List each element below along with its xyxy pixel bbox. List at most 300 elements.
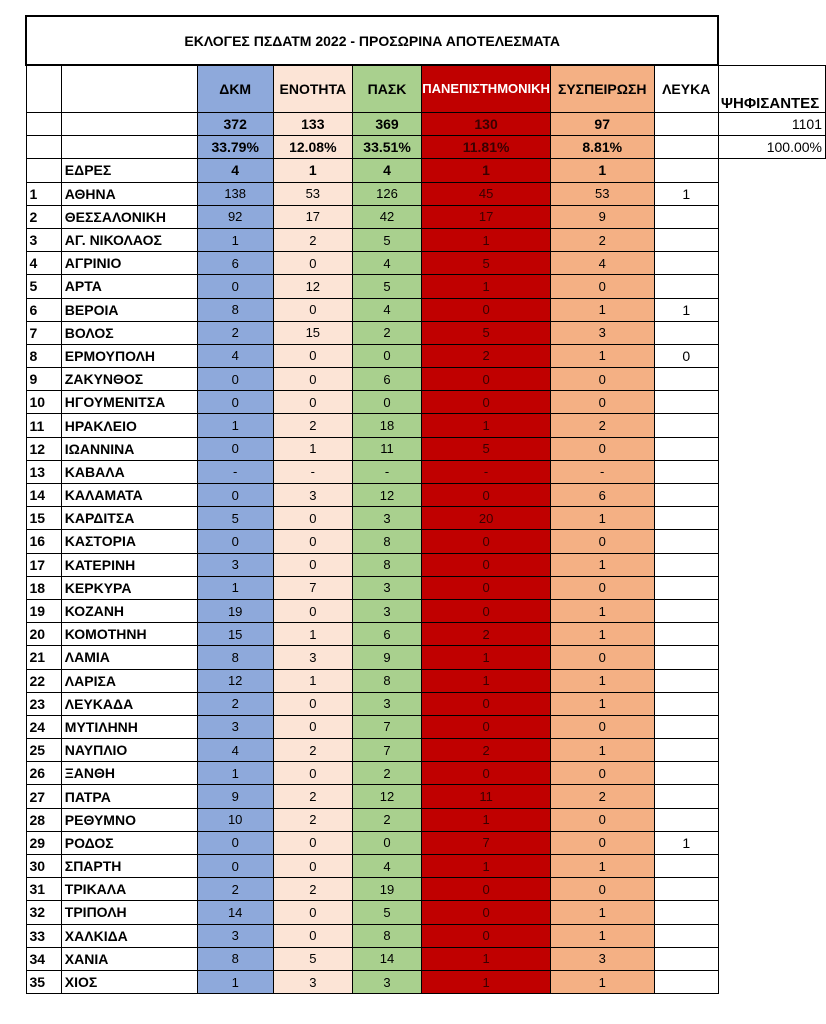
row-number: 13 [26, 460, 61, 483]
cell-dkm: 1 [197, 970, 273, 993]
city-name: ΡΟΔΟΣ [61, 831, 197, 854]
cell-dkm: - [197, 460, 273, 483]
city-name: ΗΡΑΚΛΕΙΟ [61, 414, 197, 437]
row-number: 35 [26, 970, 61, 993]
cell-pask: 19 [352, 878, 421, 901]
table-row [26, 553, 826, 576]
cell-pask: 126 [352, 182, 421, 205]
cell-syspeirosi: 1 [550, 599, 654, 622]
row-number: 24 [26, 715, 61, 738]
cell-enotita: 0 [273, 391, 352, 414]
table-row [26, 437, 826, 460]
row-number: 18 [26, 576, 61, 599]
cell-lefka: 1 [654, 831, 718, 854]
city-name: ΗΓΟΥΜΕΝΙΤΣΑ [61, 391, 197, 414]
cell-syspeirosi: 53 [550, 182, 654, 205]
cell-lefka [654, 460, 718, 483]
cell-panepist: 5 [422, 252, 551, 275]
cell-syspeirosi: 2 [550, 414, 654, 437]
cell-panepist: 2 [422, 739, 551, 762]
total-enotita: 133 [273, 113, 352, 136]
cell-enotita: 3 [273, 646, 352, 669]
cell-lefka [654, 553, 718, 576]
row-number: 25 [26, 739, 61, 762]
cell-syspeirosi: - [550, 460, 654, 483]
cell-lefka [654, 739, 718, 762]
cell-panepist: 0 [422, 530, 551, 553]
cell-pask: 3 [352, 599, 421, 622]
cell-dkm: 2 [197, 878, 273, 901]
cell-panepist: 0 [422, 715, 551, 738]
cell-enotita: 0 [273, 368, 352, 391]
cell-enotita: 1 [273, 669, 352, 692]
cell-panepist: 1 [422, 669, 551, 692]
cell-panepist: 1 [422, 228, 551, 251]
cell-dkm: 8 [197, 646, 273, 669]
cell-pask: 9 [352, 646, 421, 669]
cell-lefka [654, 692, 718, 715]
cell-panepist: 0 [422, 924, 551, 947]
city-name: ΖΑΚΥΝΘΟΣ [61, 368, 197, 391]
cell-enotita: 0 [273, 831, 352, 854]
cell-dkm: 3 [197, 715, 273, 738]
cell-enotita: 1 [273, 437, 352, 460]
city-name: ΤΡΙΠΟΛΗ [61, 901, 197, 924]
cell-enotita: 5 [273, 947, 352, 970]
cell-syspeirosi: 1 [550, 901, 654, 924]
table-row [26, 901, 826, 924]
cell-enotita: 0 [273, 924, 352, 947]
cell-lefka [654, 924, 718, 947]
cell-panepist: 20 [422, 507, 551, 530]
city-name: ΚΕΡΚΥΡΑ [61, 576, 197, 599]
city-name: ΧΑΝΙΑ [61, 947, 197, 970]
cell-panepist: 7 [422, 831, 551, 854]
cell-pask: 12 [352, 785, 421, 808]
cell-syspeirosi: 1 [550, 344, 654, 367]
row-number: 8 [26, 344, 61, 367]
cell-enotita: 12 [273, 275, 352, 298]
cell-panepist: 1 [422, 414, 551, 437]
cell-dkm: 0 [197, 855, 273, 878]
cell-lefka: 1 [654, 182, 718, 205]
cell-pask: 8 [352, 553, 421, 576]
city-name: ΚΑΣΤΟΡΙΑ [61, 530, 197, 553]
cell-pask: 5 [352, 901, 421, 924]
row-number: 30 [26, 855, 61, 878]
cell-enotita: 2 [273, 785, 352, 808]
table-row [26, 947, 826, 970]
cell-lefka: 0 [654, 344, 718, 367]
cell-dkm: 2 [197, 321, 273, 344]
city-name: ΑΓ. ΝΙΚΟΛΑΟΣ [61, 228, 197, 251]
cell-lefka [654, 808, 718, 831]
cell-syspeirosi: 0 [550, 530, 654, 553]
cell-syspeirosi: 1 [550, 692, 654, 715]
row-number: 29 [26, 831, 61, 854]
cell-dkm: 5 [197, 507, 273, 530]
table-row [26, 275, 826, 298]
cell-panepist: 0 [422, 368, 551, 391]
table-row [26, 599, 826, 622]
city-name: ΑΡΤΑ [61, 275, 197, 298]
seats-panepist: 1 [422, 159, 551, 182]
cell-enotita: 53 [273, 182, 352, 205]
cell-dkm: 2 [197, 692, 273, 715]
cell-lefka [654, 252, 718, 275]
cell-panepist: 0 [422, 553, 551, 576]
table-row [26, 970, 826, 993]
cell-dkm: 92 [197, 205, 273, 228]
row-number: 17 [26, 553, 61, 576]
row-number: 5 [26, 275, 61, 298]
cell-lefka [654, 275, 718, 298]
table-row [26, 762, 826, 785]
seats-dkm: 4 [197, 159, 273, 182]
cell-dkm: 0 [197, 437, 273, 460]
cell-lefka [654, 970, 718, 993]
total-syspeirosi: 97 [550, 113, 654, 136]
cell-panepist: 1 [422, 646, 551, 669]
cell-dkm: 14 [197, 901, 273, 924]
cell-lefka [654, 901, 718, 924]
cell-dkm: 8 [197, 947, 273, 970]
results-table [25, 15, 826, 994]
cell-lefka [654, 321, 718, 344]
cell-panepist: 0 [422, 298, 551, 321]
cell-panepist: 0 [422, 901, 551, 924]
table-row [26, 623, 826, 646]
table-row [26, 507, 826, 530]
table-row [26, 484, 826, 507]
total-dkm: 372 [197, 113, 273, 136]
cell-lefka [654, 947, 718, 970]
pct-pask: 33.51% [352, 136, 421, 159]
cell-enotita: 0 [273, 599, 352, 622]
cell-dkm: 3 [197, 553, 273, 576]
cell-syspeirosi: 0 [550, 831, 654, 854]
table-row [26, 739, 826, 762]
row-number: 16 [26, 530, 61, 553]
city-name: ΑΓΡΙΝΙΟ [61, 252, 197, 275]
cell-lefka [654, 530, 718, 553]
cell-panepist: 0 [422, 484, 551, 507]
cell-pask: 3 [352, 576, 421, 599]
cell-syspeirosi: 1 [550, 553, 654, 576]
row-number: 28 [26, 808, 61, 831]
table-row [26, 391, 826, 414]
row-number: 11 [26, 414, 61, 437]
cell-panepist: 2 [422, 623, 551, 646]
cell-lefka [654, 646, 718, 669]
table-row [26, 530, 826, 553]
city-name: ΜΥΤΙΛΗΝΗ [61, 715, 197, 738]
row-number: 32 [26, 901, 61, 924]
cell-lefka [654, 715, 718, 738]
row-number: 31 [26, 878, 61, 901]
table-row [26, 205, 826, 228]
cell-lefka [654, 437, 718, 460]
cell-syspeirosi: 0 [550, 391, 654, 414]
row-number: 3 [26, 228, 61, 251]
cell-dkm: 0 [197, 831, 273, 854]
city-name: ΒΕΡΟΙΑ [61, 298, 197, 321]
table-row [26, 298, 826, 321]
cell-enotita: 0 [273, 553, 352, 576]
pct-psifisantes: 100.00% [718, 136, 825, 159]
seats-syspeirosi: 1 [550, 159, 654, 182]
cell-syspeirosi: 0 [550, 368, 654, 391]
cell-dkm: 10 [197, 808, 273, 831]
header-panepist: ΠΑΝΕΠΙΣΤΗΜΟΝΙΚΗ [422, 65, 551, 113]
row-number: 10 [26, 391, 61, 414]
cell-syspeirosi: 0 [550, 715, 654, 738]
table-row [26, 785, 826, 808]
cell-syspeirosi: 0 [550, 437, 654, 460]
cell-enotita: 0 [273, 692, 352, 715]
cell-enotita: 2 [273, 808, 352, 831]
city-name: ΛΑΡΙΣΑ [61, 669, 197, 692]
city-name: ΡΕΘΥΜΝΟ [61, 808, 197, 831]
cell-pask: 4 [352, 298, 421, 321]
cell-syspeirosi: 1 [550, 739, 654, 762]
table-row [26, 855, 826, 878]
cell-lefka [654, 391, 718, 414]
cell-dkm: 4 [197, 739, 273, 762]
cell-enotita: 2 [273, 739, 352, 762]
cell-syspeirosi: 2 [550, 785, 654, 808]
total-psifisantes: 1101 [718, 113, 825, 136]
header-row [26, 65, 826, 113]
city-name: ΚΑΤΕΡΙΝΗ [61, 553, 197, 576]
table-row [26, 692, 826, 715]
cell-enotita: 0 [273, 715, 352, 738]
pct-syspeirosi: 8.81% [550, 136, 654, 159]
cell-pask: 2 [352, 762, 421, 785]
cell-lefka: 1 [654, 298, 718, 321]
city-name: ΚΑΒΑΛΑ [61, 460, 197, 483]
cell-pask: 8 [352, 669, 421, 692]
cell-panepist: 2 [422, 344, 551, 367]
cell-pask: 7 [352, 739, 421, 762]
cell-pask: 42 [352, 205, 421, 228]
city-name: ΕΡΜΟΥΠΟΛΗ [61, 344, 197, 367]
cell-pask: 8 [352, 924, 421, 947]
row-number: 34 [26, 947, 61, 970]
city-name: ΛΕΥΚΑΔΑ [61, 692, 197, 715]
cell-pask: 3 [352, 507, 421, 530]
cell-panepist: 5 [422, 321, 551, 344]
row-number: 4 [26, 252, 61, 275]
header-dkm: ΔΚΜ [197, 65, 273, 113]
cell-enotita: 0 [273, 298, 352, 321]
seats-pask: 4 [352, 159, 421, 182]
percent-row [26, 136, 826, 159]
cell-syspeirosi: 0 [550, 762, 654, 785]
row-number: 20 [26, 623, 61, 646]
cell-pask: 5 [352, 275, 421, 298]
cell-dkm: 8 [197, 298, 273, 321]
cell-lefka [654, 507, 718, 530]
cell-enotita: 2 [273, 228, 352, 251]
cell-panepist: 11 [422, 785, 551, 808]
cell-panepist: 17 [422, 205, 551, 228]
cell-dkm: 0 [197, 275, 273, 298]
row-number: 27 [26, 785, 61, 808]
cell-syspeirosi: 1 [550, 623, 654, 646]
seats-label: ΕΔΡΕΣ [61, 159, 197, 182]
city-name: ΛΑΜΙΑ [61, 646, 197, 669]
header-enotita: ΕΝΟΤΗΤΑ [273, 65, 352, 113]
cell-lefka [654, 669, 718, 692]
cell-syspeirosi: 1 [550, 507, 654, 530]
cell-pask: 11 [352, 437, 421, 460]
row-number: 21 [26, 646, 61, 669]
cell-dkm: 15 [197, 623, 273, 646]
cell-enotita: 0 [273, 762, 352, 785]
row-number: 9 [26, 368, 61, 391]
cell-enotita: 0 [273, 252, 352, 275]
cell-panepist: 0 [422, 762, 551, 785]
row-number: 6 [26, 298, 61, 321]
row-number: 19 [26, 599, 61, 622]
row-number: 14 [26, 484, 61, 507]
table-row [26, 252, 826, 275]
pct-dkm: 33.79% [197, 136, 273, 159]
header-syspeirosi: ΣΥΣΠΕΙΡΩΣΗ [550, 65, 654, 113]
cell-pask: 8 [352, 530, 421, 553]
cell-panepist: 45 [422, 182, 551, 205]
cell-syspeirosi: 4 [550, 252, 654, 275]
cell-dkm: 6 [197, 252, 273, 275]
row-number: 23 [26, 692, 61, 715]
city-name: ΑΘΗΝΑ [61, 182, 197, 205]
table-row [26, 368, 826, 391]
cell-panepist: 1 [422, 275, 551, 298]
city-name: ΞΑΝΘΗ [61, 762, 197, 785]
total-pask: 369 [352, 113, 421, 136]
city-name: ΣΠΑΡΤΗ [61, 855, 197, 878]
cell-lefka [654, 205, 718, 228]
table-row [26, 460, 826, 483]
cell-lefka [654, 599, 718, 622]
cell-panepist: 0 [422, 692, 551, 715]
cell-pask: 12 [352, 484, 421, 507]
cell-lefka [654, 576, 718, 599]
city-name: ΙΩΑΝΝΙΝΑ [61, 437, 197, 460]
row-number: 7 [26, 321, 61, 344]
results-sheet [25, 15, 826, 994]
cell-enotita: 7 [273, 576, 352, 599]
row-number: 2 [26, 205, 61, 228]
totals-row [26, 113, 826, 136]
header-lefka: ΛΕΥΚΑ [654, 65, 718, 113]
cell-pask: 2 [352, 808, 421, 831]
cell-dkm: 138 [197, 182, 273, 205]
table-row [26, 344, 826, 367]
seats-row [26, 159, 826, 182]
cell-pask: 2 [352, 321, 421, 344]
cell-syspeirosi: 6 [550, 484, 654, 507]
city-name: ΚΑΡΔΙΤΣΑ [61, 507, 197, 530]
table-row [26, 878, 826, 901]
pct-enotita: 12.08% [273, 136, 352, 159]
cell-enotita: 15 [273, 321, 352, 344]
cell-enotita: 0 [273, 507, 352, 530]
cell-dkm: 19 [197, 599, 273, 622]
cell-pask: 0 [352, 391, 421, 414]
cell-dkm: 0 [197, 368, 273, 391]
cell-panepist: 0 [422, 599, 551, 622]
cell-lefka [654, 623, 718, 646]
cell-syspeirosi: 3 [550, 321, 654, 344]
cell-dkm: 4 [197, 344, 273, 367]
cell-lefka [654, 484, 718, 507]
city-name: ΠΑΤΡΑ [61, 785, 197, 808]
cell-dkm: 9 [197, 785, 273, 808]
cell-syspeirosi: 1 [550, 298, 654, 321]
row-number: 33 [26, 924, 61, 947]
header-pask: ΠΑΣΚ [352, 65, 421, 113]
table-row [26, 808, 826, 831]
header-psifisantes: ΨΗΦΙΣΑΝΤΕΣ [718, 65, 825, 113]
seats-enotita: 1 [273, 159, 352, 182]
cell-syspeirosi: 0 [550, 576, 654, 599]
cell-dkm: 1 [197, 762, 273, 785]
cell-enotita: - [273, 460, 352, 483]
cell-panepist: 0 [422, 576, 551, 599]
cell-lefka [654, 855, 718, 878]
row-number: 22 [26, 669, 61, 692]
cell-lefka [654, 762, 718, 785]
cell-enotita: 17 [273, 205, 352, 228]
row-number: 12 [26, 437, 61, 460]
city-name: ΧΙΟΣ [61, 970, 197, 993]
cell-enotita: 1 [273, 623, 352, 646]
city-name: ΘΕΣΣΑΛΟΝΙΚΗ [61, 205, 197, 228]
cell-enotita: 3 [273, 970, 352, 993]
city-name: ΚΑΛΑΜΑΤΑ [61, 484, 197, 507]
cell-lefka [654, 785, 718, 808]
cell-enotita: 0 [273, 855, 352, 878]
cell-pask: 18 [352, 414, 421, 437]
cell-dkm: 0 [197, 391, 273, 414]
cell-lefka [654, 228, 718, 251]
cell-dkm: 0 [197, 530, 273, 553]
cell-pask: 4 [352, 252, 421, 275]
cell-dkm: 0 [197, 484, 273, 507]
table-row [26, 924, 826, 947]
cell-panepist: 0 [422, 391, 551, 414]
cell-syspeirosi: 1 [550, 669, 654, 692]
cell-pask: 3 [352, 692, 421, 715]
cell-syspeirosi: 2 [550, 228, 654, 251]
cell-pask: 7 [352, 715, 421, 738]
cell-lefka [654, 878, 718, 901]
cell-pask: - [352, 460, 421, 483]
table-row [26, 228, 826, 251]
cell-panepist: 1 [422, 947, 551, 970]
cell-enotita: 2 [273, 878, 352, 901]
cell-pask: 3 [352, 970, 421, 993]
table-row [26, 576, 826, 599]
cell-dkm: 1 [197, 228, 273, 251]
cell-syspeirosi: 1 [550, 855, 654, 878]
cell-syspeirosi: 9 [550, 205, 654, 228]
cell-syspeirosi: 1 [550, 924, 654, 947]
cell-enotita: 3 [273, 484, 352, 507]
cell-pask: 5 [352, 228, 421, 251]
